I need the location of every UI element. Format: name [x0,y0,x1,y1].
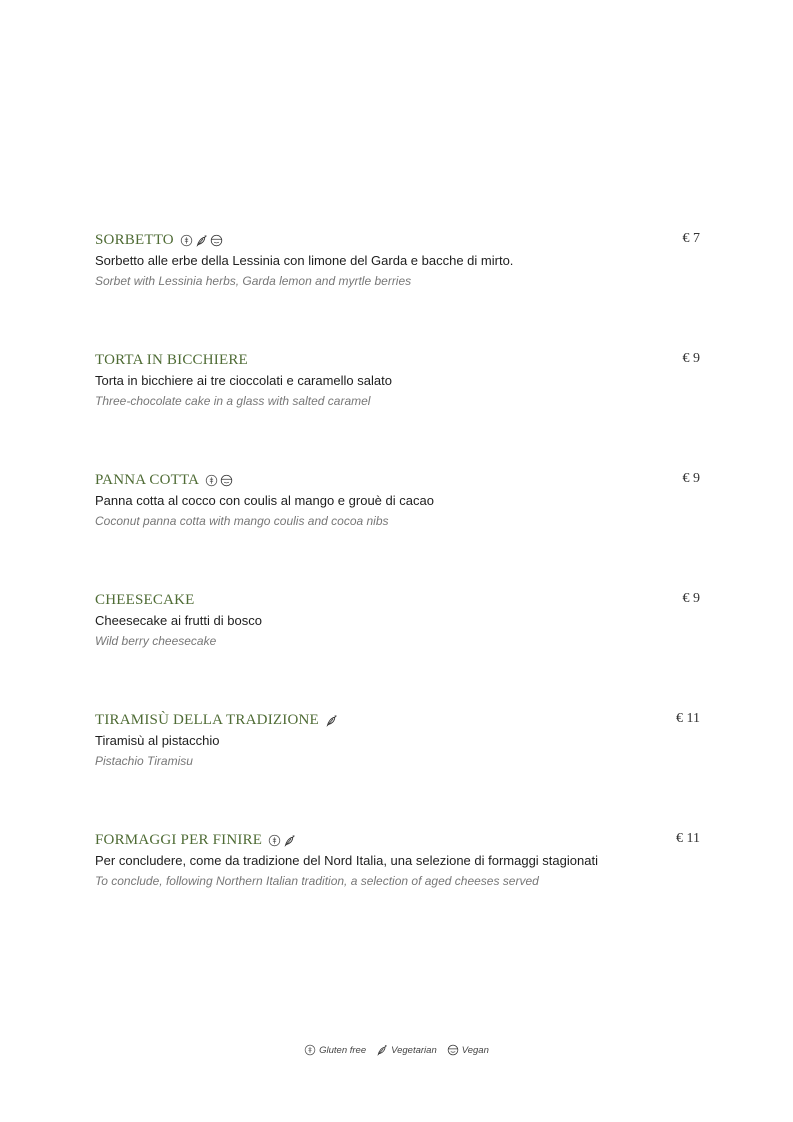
item-description-italian: Tiramisù al pistacchio [95,733,220,748]
menu-item-tiramisu [95,711,700,770]
item-description-english: Pistachio Tiramisu [95,754,193,768]
menu-item-panna-cotta [95,471,700,530]
vegetarian-icon [195,234,208,247]
legend-gluten-free [304,1044,366,1056]
item-description-italian: Per concludere, come da tradizione del Nord Italia, una selezione di formaggi stagionati [95,853,598,868]
dietary-legend [0,1044,793,1056]
item-name: TIRAMISÙ DELLA TRADIZIONE [95,712,338,729]
item-name: FORMAGGI PER FINIRE [95,832,296,849]
item-description-english: Three-chocolate cake in a glass with salted caramel [95,394,371,408]
legend-vegan [447,1044,489,1056]
menu-item-cheesecake [95,591,700,650]
gluten-free-icon [304,1044,316,1056]
item-description-italian: Sorbetto alle erbe della Lessinia con limone del Garda e bacche di mirto. [95,253,514,268]
item-price: € 9 [682,471,700,486]
item-name: CHEESECAKE [95,592,195,608]
item-description-english: Sorbet with Lessinia herbs, Garda lemon and myrtle berries [95,274,412,288]
item-price: € 9 [682,351,700,366]
menu-item-torta-in-bicchiere [95,351,700,410]
menu-item-sorbetto [95,231,700,290]
vegetarian-icon [376,1044,388,1056]
legend-label: Gluten free [319,1044,367,1056]
item-description-english: Coconut panna cotta with mango coulis and cocoa nibs [95,514,389,528]
item-name: PANNA COTTA [95,472,233,489]
legend-vegetarian [376,1044,437,1056]
gluten-free-icon [268,834,281,847]
menu-item-formaggi [95,831,700,890]
item-price: € 9 [682,591,700,606]
item-description-italian: Panna cotta al cocco con coulis al mango e grouè di cacao [95,493,434,508]
legend-label: Vegan [461,1044,489,1056]
vegan-icon [220,474,233,487]
item-price: € 7 [682,231,700,246]
vegan-icon [210,234,223,247]
item-price: € 11 [676,831,700,846]
item-price: € 11 [676,711,700,726]
item-description-english: To conclude, following Northern Italian tradition, a selection of aged cheeses served [95,874,539,888]
item-description-italian: Torta in bicchiere ai tre cioccolati e caramello salato [95,373,392,388]
vegetarian-icon [325,714,338,727]
item-name: TORTA IN BICCHIERE [95,352,248,368]
legend-label: Vegetarian [391,1044,437,1056]
item-name: SORBETTO [95,232,223,249]
vegan-icon [447,1044,459,1056]
gluten-free-icon [180,234,193,247]
vegetarian-icon [283,834,296,847]
gluten-free-icon [205,474,218,487]
item-description-italian: Cheesecake ai frutti di bosco [95,613,262,628]
item-description-english: Wild berry cheesecake [95,634,217,648]
